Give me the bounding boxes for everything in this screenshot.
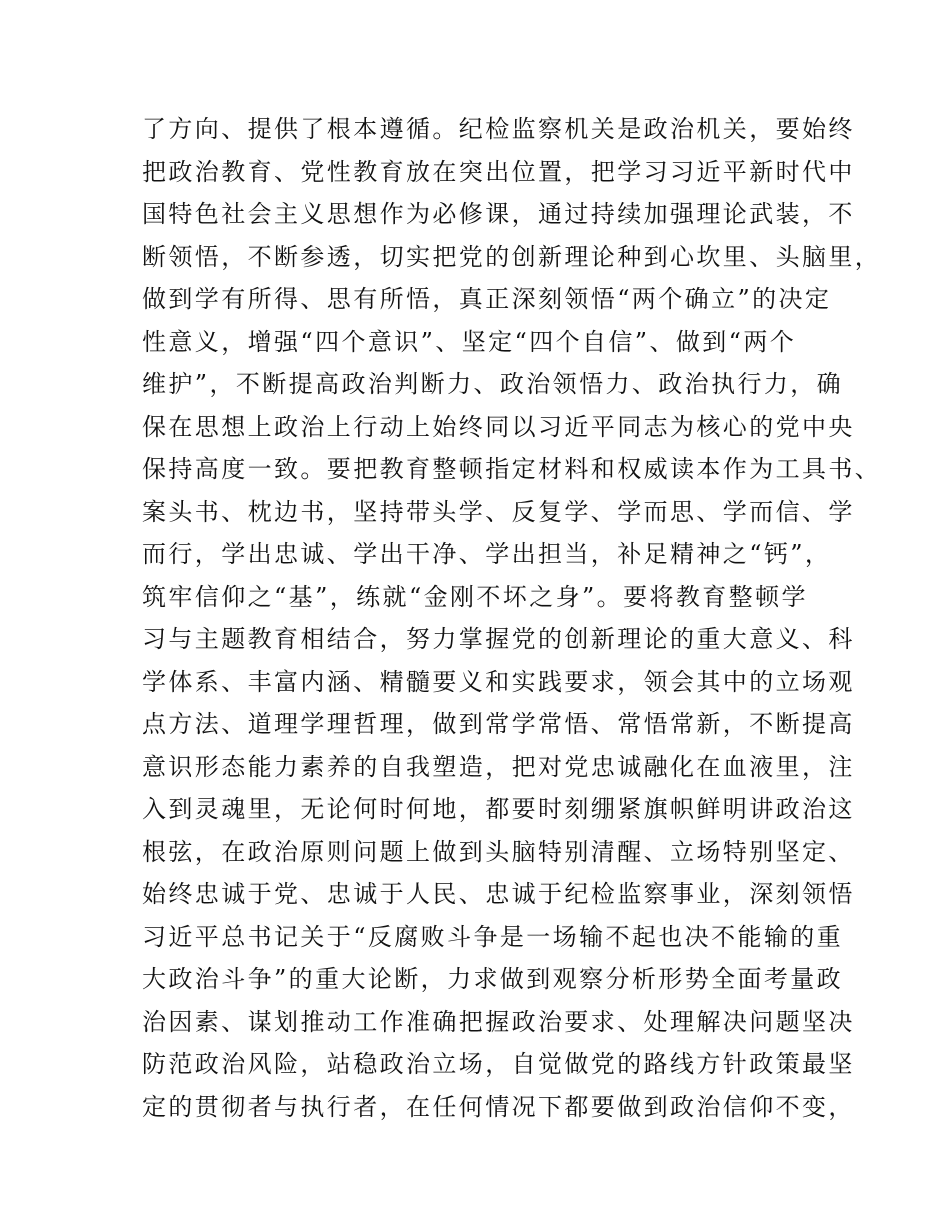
text-line: 防范政治风险，站稳政治立场，自觉做党的路线方针政策最坚 (142, 1050, 855, 1078)
text-line: 入到灵魂里，无论何时何地，都要时刻绷紧旗帜鲜明讲政治这 (142, 795, 855, 823)
text-line: 定的贯彻者与执行者，在任何情况下都要做到政治信仰不变， (142, 1092, 855, 1121)
text-line: 维护”，不断提高政治判断力、政治领悟力、政治执行力，确 (142, 370, 844, 398)
text-line: 学体系、丰富内涵、精髓要义和实践要求，领会其中的立场观 (142, 667, 855, 696)
text-line: 性意义，增强“四个意识”、坚定“四个自信”、做到“两个 (142, 327, 797, 356)
text-line: 了方向、提供了根本遵循。纪检监察机关是政治机关，要始终 (142, 115, 855, 143)
text-line: 筑牢信仰之“基”，练就“金刚不坏之身”。要将教育整顿学 (142, 582, 808, 611)
text-line: 点方法、道理学理哲理，做到常学常悟、常悟常新，不断提高 (142, 710, 855, 738)
text-line: 习与主题教育相结合，努力掌握党的创新理论的重大意义、科 (142, 625, 855, 653)
text-line: 根弦，在政治原则问题上做到头脑特别清醒、立场特别坚定、 (142, 837, 855, 866)
text-line: 断领悟，不断参透，切实把党的创新理论种到心坎里、头脑里， (142, 242, 882, 271)
text-line: 治因素、谋划推动工作准确把握政治要求、处理解决问题坚决 (142, 1007, 855, 1036)
text-line: 始终忠诚于党、忠诚于人民、忠诚于纪检监察事业，深刻领悟 (142, 880, 855, 908)
text-line: 保在思想上政治上行动上始终同以习近平同志为核心的党中央 (142, 412, 855, 441)
text-line: 意识形态能力素养的自我塑造，把对党忠诚融化在血液里，注 (142, 752, 855, 781)
body-paragraph (142, 108, 882, 1128)
text-line: 国特色社会主义思想作为必修课，通过持续加强理论武装，不 (142, 200, 855, 228)
text-line: 大政治斗争”的重大论断，力求做到观察分析形势全面考量政 (142, 965, 844, 993)
text-line: 把政治教育、党性教育放在突出位置，把学习习近平新时代中 (142, 157, 855, 186)
text-line: 做到学有所得、思有所悟，真正深刻领悟“两个确立”的决定 (142, 285, 832, 313)
text-line: 而行，学出忠诚、学出干净、学出担当，补足精神之“钙”， (142, 540, 832, 568)
text-line: 保持高度一致。要把教育整顿指定材料和权威读本作为工具书、 (142, 455, 882, 483)
text-line: 案头书、枕边书，坚持带头学、反复学、学而思、学而信、学 (142, 497, 855, 526)
text-line: 习近平总书记关于“反腐败斗争是一场输不起也决不能输的重 (142, 922, 844, 951)
